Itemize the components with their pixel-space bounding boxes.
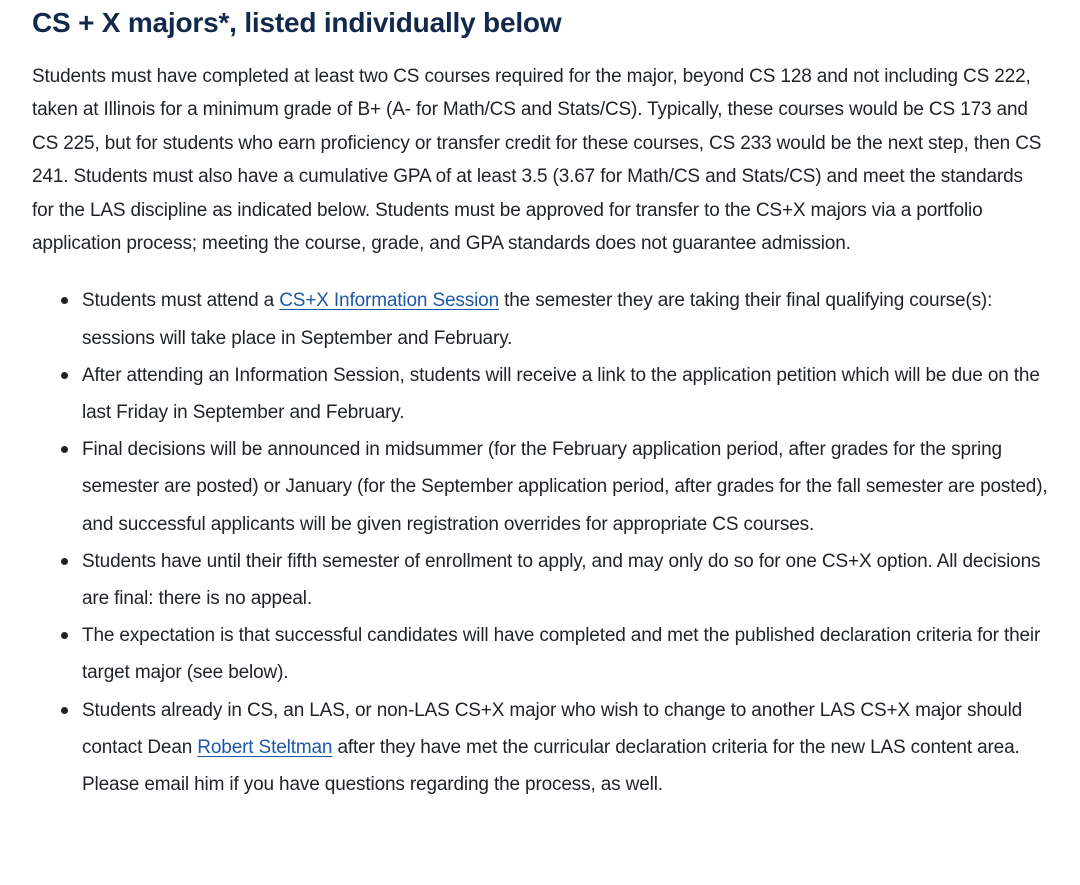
list-item-application-petition: After attending an Information Session, students will receive a link to the application petition which will be due on the last Friday in September and February. [82,357,1050,431]
list-item-final-decisions: Final decisions will be announced in midsummer (for the February application period, after grades for the spring semester are posted) or January (for the September application period, after grades for the fall semester are posted), and successful applicants will be given registration overrides for appropriate CS courses. [82,431,1050,543]
list-item-text: the semester they are taking their final qualifying course(s): sessions will take place in September and February. [82,290,993,349]
page-title: CS + X majors*, listed individually below [32,7,562,38]
list-item-text: Students must attend a [82,290,280,312]
list-item-expectation: The expectation is that successful candidates will have completed and met the published declaration criteria for their target major (see below). [82,617,1050,691]
list-item-info-session [82,282,1050,356]
requirements-list [32,282,1052,803]
list-item-change-major [82,692,1050,804]
intro-paragraph: Students must have completed at least two CS courses required for the major, beyond CS 128 and not including CS 222, taken at Illinois for a minimum grade of B+ (A- for Math/CS and Stats/CS). Typically, these courses would be CS 173 and CS 225, but for students who earn proficiency or transfer credit for these courses, CS 233 would be the next step, then CS 241. Students must also have a cumulative GPA of at least 3.5 (3.67 for Math/CS and Stats/CS) and meet the standards for the LAS discipline as indicated below. Students must be approved for transfer to the CS+X majors via a portfolio application process; meeting the course, grade, and GPA standards does not guarantee admission. [32,66,1042,255]
list-item-fifth-semester: Students have until their fifth semester of enrollment to apply, and may only do so for one CS+X option. All decisions are final: there is no appeal. [82,543,1050,617]
info-session-link[interactable]: CS+X Information Session [279,290,499,312]
list-item-text: after they have met the curricular declaration criteria for the new LAS content area. Please email him if you have questions regarding the process, as well. [82,736,1020,796]
list-item-text: Students already in CS, an LAS, or non-LAS CS+X major who wish to change to another LAS CS+X major should contact Dean [82,699,1023,758]
dean-contact-link[interactable]: Robert Steltman [197,736,333,758]
